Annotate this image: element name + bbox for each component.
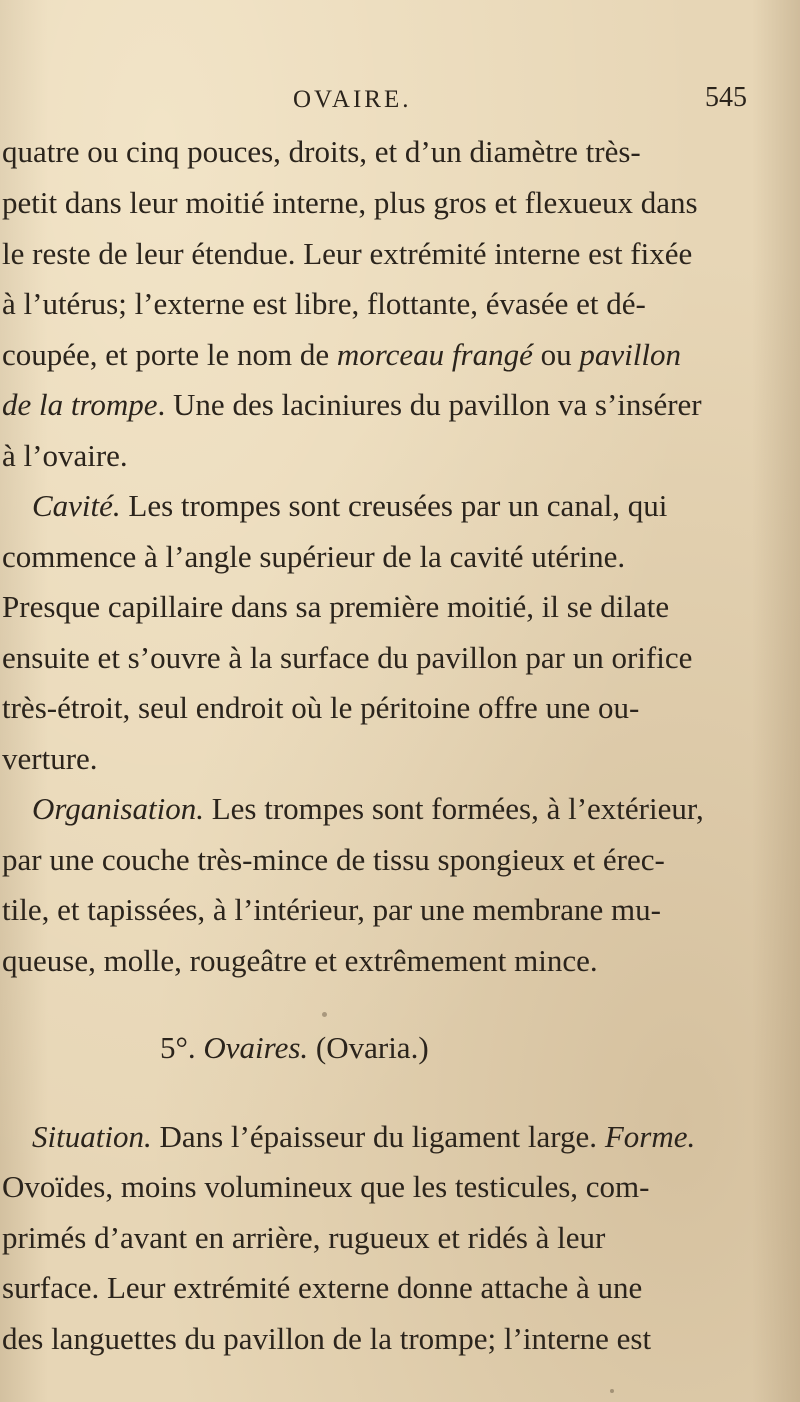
paper-speck bbox=[248, 150, 252, 154]
text-run: coupée, et porte le nom de bbox=[2, 337, 337, 372]
running-title: OVAIRE. bbox=[293, 86, 412, 113]
text-line: verture. bbox=[2, 741, 98, 776]
text-line: quatre ou cinq pouces, droits, et d’un diamètre très- bbox=[2, 134, 641, 169]
section-number: 5°. bbox=[160, 1030, 204, 1065]
text-line bbox=[2, 388, 702, 422]
italic-term: de la trompe bbox=[2, 387, 158, 422]
text-line: par une couche très-mince de tissu spongieux et érec- bbox=[2, 842, 665, 877]
text-run: Les trompes sont formées, à l’extérieur, bbox=[203, 791, 704, 826]
italic-term: pavillon bbox=[579, 337, 681, 372]
text-line: Presque capillaire dans sa première moitié, il se dilate bbox=[2, 589, 670, 624]
text-line: petit dans leur moitié interne, plus gros et flexueux dans bbox=[2, 185, 698, 220]
text-line: primés d’avant en arrière, rugueux et ridés à leur bbox=[2, 1220, 606, 1255]
text-line: Ovoïdes, moins volumineux que les testicules, com- bbox=[2, 1169, 650, 1204]
text-line: commence à l’angle supérieur de la cavité utérine. bbox=[2, 539, 626, 574]
paragraph-label: Situation. bbox=[32, 1119, 152, 1154]
text-run: Les trompes sont creusées par un canal, qui bbox=[120, 488, 668, 523]
section-title: Ovaires. bbox=[203, 1030, 309, 1065]
section-heading bbox=[160, 1030, 429, 1066]
paragraph-label: Organisation. bbox=[32, 791, 204, 826]
text-line: surface. Leur extrémité externe donne attache à une bbox=[2, 1270, 643, 1305]
text-line bbox=[2, 338, 681, 372]
text-line: très-étroit, seul endroit où le péritoine offre une ou- bbox=[2, 690, 640, 725]
section-latin: (Ovaria.) bbox=[308, 1030, 429, 1065]
paragraph-label: Forme. bbox=[604, 1119, 696, 1154]
text-line bbox=[32, 1120, 695, 1154]
text-line: à l’utérus; l’externe est libre, flottante, évasée et dé- bbox=[2, 286, 646, 321]
page-header bbox=[0, 82, 800, 122]
text-line bbox=[32, 489, 667, 523]
paper-speck bbox=[322, 1012, 327, 1017]
text-line: queuse, molle, rougeâtre et extrêmement mince. bbox=[2, 943, 598, 978]
text-run: . Une des laciniures du pavillon va s’insérer bbox=[157, 387, 702, 422]
text-line bbox=[32, 792, 704, 826]
text-line: tile, et tapissées, à l’intérieur, par une membrane mu- bbox=[2, 892, 661, 927]
text-run: ou bbox=[532, 337, 580, 372]
paper-speck bbox=[610, 1389, 614, 1393]
italic-term: morceau frangé bbox=[336, 337, 533, 372]
text-line: le reste de leur étendue. Leur extrémité interne est fixée bbox=[2, 236, 693, 271]
text-line: des languettes du pavillon de la trompe; l’interne est bbox=[2, 1321, 652, 1356]
page-number: 545 bbox=[705, 82, 747, 113]
text-line: à l’ovaire. bbox=[2, 438, 128, 473]
paragraph-label: Cavité. bbox=[32, 488, 121, 523]
text-line: ensuite et s’ouvre à la surface du pavillon par un orifice bbox=[2, 640, 693, 675]
text-run: Dans l’épaisseur du ligament large. bbox=[151, 1119, 605, 1154]
